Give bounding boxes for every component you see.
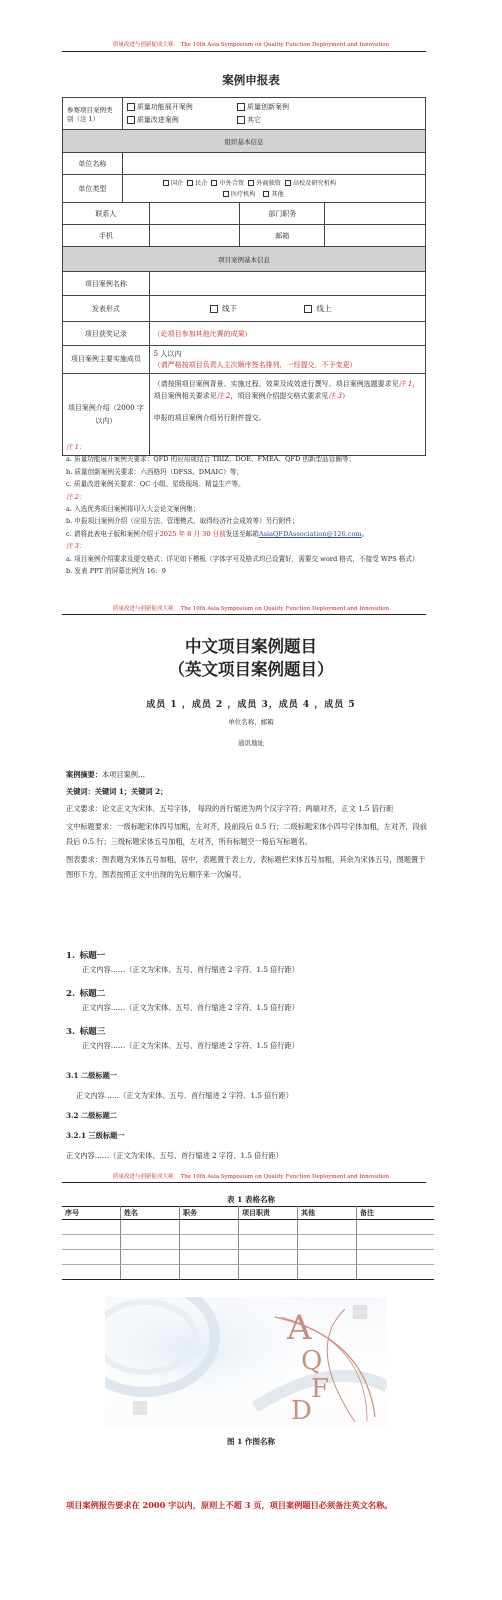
application-form-table: [62, 97, 426, 456]
note3-title: 注 3：: [66, 542, 86, 551]
subheading-3-2-1: 3.2.1 三级标题一: [66, 1131, 125, 1140]
logo-letter-f: F: [311, 1374, 330, 1404]
contact-field[interactable]: [149, 203, 240, 225]
category-innovation[interactable]: 质量创新案例: [237, 103, 289, 111]
note2-item-c: c. 请将此表电子版和案例介绍于2025 年 8 月 30 日前发送至邮箱AsiaQFDAssociation@126.com。: [66, 529, 369, 538]
project-section-header: 项目案例基本信息: [63, 247, 426, 272]
requirement-figures: 图表要求：图表题为宋体五号加粗，居中，表题置于表上方，表标题栏宋体五号加粗，其余为宋体五号，图题置于图形下方，图表按照正文中出现的先后顺序来一次编号。: [66, 855, 426, 879]
unit-type-jv[interactable]: 中外合资: [209, 180, 244, 187]
project-name-label: 项目案例名称: [63, 272, 150, 296]
logo-letter-a: A: [287, 1308, 312, 1348]
table-header-cell: 项目职责: [239, 1207, 298, 1220]
note1-item: c. 质量改进案例关要求：QC 小组、星级现场、精益生产等。: [66, 480, 245, 489]
members-label: 项目案例主要实施成员: [63, 346, 150, 374]
unit-type-soe[interactable]: 国企: [163, 180, 183, 187]
running-header: 质量改进与创新促成大赛。 The 10th Asia Symposium on Quality Function Deployment and Innovation: [112, 1174, 390, 1180]
publish-online-option[interactable]: 线上: [304, 304, 331, 313]
paper-address: 通讯地址: [238, 739, 264, 747]
deadline-date: 2025 年 8 月 30 日前: [159, 529, 226, 538]
org-section-header: 组织基本信息: [63, 130, 426, 153]
table-header-cell: 序号: [62, 1207, 121, 1220]
email-field[interactable]: [325, 225, 426, 247]
note1-title: 注 1：: [66, 443, 86, 451]
header-rule: [62, 614, 426, 615]
running-header: 质量改进与创新促成大赛。 The 10th Asia Symposium on Quality Function Deployment and Innovation: [112, 606, 390, 612]
notes-block: [66, 441, 430, 577]
keywords: 关键词：关键词 1；关键词 2；: [66, 787, 168, 796]
subheading-3-1: 3.1 二级标题一: [66, 1071, 117, 1080]
requirement-body: 正文要求：论文正文为宋体、五号字体， 每段的首行缩进为两个汉字字符；两端对齐，正文 1.5 倍行距: [66, 804, 394, 813]
heading-3: 3. 标题三: [66, 1027, 106, 1037]
running-header: 质量改进与创新促成大赛。 The 10th Asia Symposium on Quality Function Deployment and Innovation: [112, 42, 390, 48]
paper-sections: [66, 949, 430, 1163]
project-name-field[interactable]: [149, 272, 425, 296]
checkbox-icon[interactable]: [237, 116, 245, 124]
note-ref-2: 注 2: [216, 392, 231, 400]
checkbox-icon[interactable]: [263, 191, 269, 197]
checkbox-icon[interactable]: [211, 180, 217, 186]
members-value: 5 人以内: [153, 349, 182, 358]
awards-value: （论项目参加其他比赛的成果）: [149, 322, 425, 346]
category-improvement[interactable]: 质量改进案例: [127, 114, 235, 127]
header-rule: [62, 51, 426, 52]
table-row: [62, 1220, 434, 1235]
table-header-cell: 职务: [180, 1207, 239, 1220]
publish-offline-option[interactable]: 线下: [210, 303, 302, 314]
table-row: [62, 1235, 434, 1250]
members-note: （请严格按项目负责人主次顺序签名排列，一经提交，不予变更）: [153, 360, 357, 369]
note3-item: b. 发表 PPT 的屏幕比例为 16：9: [66, 567, 166, 576]
note1-item: a. 质量功能展开案例关要求：QFD 的应用或结合 TRIZ、DOE、FMEA、QFD 创新型品管圈等；: [66, 455, 356, 464]
final-requirement-note: 项目案例报告要求在 2000 字以内，原则上不超 3 页，项目案例题目必须备注英文名称。: [66, 1500, 393, 1510]
note2-item: b. 申报项目案例介绍（应用方法、管理模式、取得经济社会成效等）另行附件；: [66, 517, 299, 526]
paper-unit-email: 单位名称，邮箱: [228, 718, 274, 726]
unit-type-other[interactable]: 其他: [263, 191, 283, 198]
checkbox-icon[interactable]: [210, 305, 218, 313]
table-header-cell: 备注: [357, 1207, 435, 1220]
table-header-cell: 其他: [298, 1207, 357, 1220]
checkbox-icon[interactable]: [285, 180, 291, 186]
table-header-cell: 姓名: [121, 1207, 180, 1220]
checkbox-icon[interactable]: [127, 103, 135, 111]
image-corner-icon: [133, 1401, 147, 1415]
paper-title-en: （英文项目案例题目）: [168, 660, 334, 679]
heading-2: 2. 标题二: [66, 989, 106, 999]
awards-label: 项目获奖记录: [63, 322, 150, 346]
publish-label: 发表形式: [63, 296, 150, 322]
abstract: 案例摘要：本项目案例…: [66, 770, 146, 779]
subheading-3-2-1-body: 正文内容……（正文为宋体、五号、首行缩进 2 字符、1.5 倍行距）: [66, 1151, 283, 1160]
checkbox-icon[interactable]: [163, 180, 169, 186]
category-qfd[interactable]: 质量功能展开案例: [127, 101, 235, 114]
subheading-3-2: 3.2 二级标题二: [66, 1111, 117, 1120]
unit-type-medical[interactable]: 医疗机构: [163, 191, 256, 198]
contact-label: 联系人: [63, 203, 150, 225]
paper-body: [66, 767, 430, 882]
category-label: 参赛项目案例类别（注 1）: [63, 98, 123, 130]
checkbox-icon[interactable]: [248, 180, 254, 186]
unit-type-foreign[interactable]: 外商独资: [246, 180, 281, 187]
intro-label: 项目案例介绍（2000 字以内）: [63, 374, 150, 456]
figure-logo-image: [105, 1297, 387, 1427]
logo-letter-q: Q: [301, 1346, 323, 1376]
table-caption: 表 1 表格名称: [227, 1195, 275, 1204]
subheading-3-1-body: 正文内容……（正文为宋体、五号、首行缩进 2 字符、1.5 倍行距）: [76, 1091, 293, 1100]
template-table: [62, 1206, 434, 1280]
note2-title: 注 2：: [66, 492, 86, 501]
note1-item: b. 质量创新案例关要求：六西格玛（DFSS、DMAIC）等；: [66, 467, 243, 476]
unit-type-university[interactable]: 高校及研究机构: [283, 180, 336, 187]
intro-instructions: （请按照项目案例背景、实施过程、效果及成效进行撰写。项目案例选题要求见注 1，项目案例相关要求见注 2，项目案例介绍提交格式要求见注 3）: [153, 380, 420, 400]
table-row: [62, 1250, 434, 1265]
dept-field[interactable]: [325, 203, 426, 225]
unit-name-field[interactable]: [122, 153, 425, 175]
unit-type-label: 单位类型: [63, 175, 123, 203]
logo-letter-d: D: [291, 1396, 312, 1426]
unit-type-private[interactable]: 民企: [185, 180, 207, 187]
heading-1-body: 正文内容……（正文为宋体、五号、首行缩进 2 字符、1.5 倍行距）: [82, 965, 299, 974]
form-title: 案例申报表: [222, 73, 280, 87]
checkbox-icon[interactable]: [223, 191, 229, 197]
submission-email-link[interactable]: AsiaQFDAssociation@126.com: [258, 529, 362, 538]
checkbox-icon[interactable]: [237, 103, 245, 111]
note-ref-1: 注 1: [398, 380, 413, 388]
paper-members: 成员 1 ，成员 2 ，成员 3，成员 4 ，成员 5: [146, 700, 356, 710]
heading-1: 1. 标题一: [66, 951, 106, 961]
note-ref-3: 注 3: [328, 392, 343, 400]
email-label: 邮箱: [240, 225, 325, 247]
dept-label: 部门职务: [240, 203, 325, 225]
checkbox-icon[interactable]: [127, 116, 135, 124]
checkbox-icon[interactable]: [304, 305, 312, 313]
requirement-headings: 文中标题要求：一级标题宋体四号加粗，左对齐，段前段后 0.5 行；二级标题宋体小四号字体加粗，左对齐，段前段后 0.5 行；三级标题宋体五号加粗，左对齐，所有标题空一格后写标题名。: [66, 822, 428, 846]
category-other[interactable]: 其它: [237, 116, 261, 124]
heading-2-body: 正文内容……（正文为宋体、五号、首行缩进 2 字符、1.5 倍行距）: [82, 1003, 299, 1012]
phone-label: 手机: [63, 225, 150, 247]
checkbox-icon[interactable]: [187, 180, 193, 186]
intro-tail: 申报的项目案例介绍另行附件提交。: [153, 414, 266, 422]
paper-title-cn: 中文项目案例题目: [185, 637, 317, 656]
table-row: [62, 1265, 434, 1280]
figure-caption: 图 1 作图名称: [227, 1437, 275, 1446]
header-rule: [62, 1182, 426, 1183]
heading-3-body: 正文内容……（正文为宋体、五号、首行缩进 2 字符、1.5 倍行距）: [82, 1041, 299, 1050]
image-corner-icon: [353, 1305, 367, 1319]
note3-item: a. 项目案例介绍要求及提交格式：详见如下模板（字体字号及格式均已设置好，需要交 word 格式，不接受 WPS 格式）: [66, 554, 419, 563]
aqfd-logo-graphic: [105, 1297, 387, 1427]
phone-field[interactable]: [149, 225, 240, 247]
note2-item: a. 入选优秀项目案例将印入大会论文案例集；: [66, 505, 200, 514]
unit-name-label: 单位名称: [63, 153, 123, 175]
